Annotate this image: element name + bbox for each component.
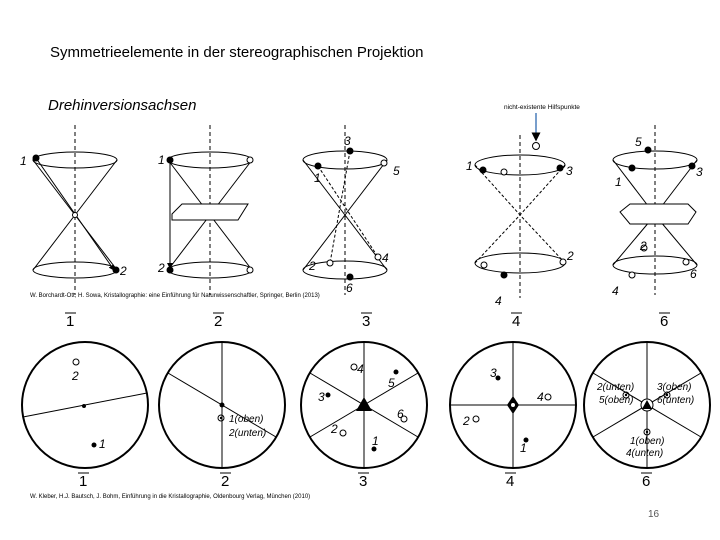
helper-points-label: nicht-existente Hilfspunkte	[504, 104, 580, 111]
cone4-label-3: 3	[566, 164, 573, 178]
cone-figure-2	[157, 125, 253, 295]
symbol-top-4: 4	[512, 313, 521, 330]
symbol-top-3: 3	[362, 313, 371, 330]
symbol-top-6: 6	[660, 313, 669, 330]
proj6-label-1: 1(oben)	[630, 436, 665, 447]
cone4-label-4: 4	[495, 294, 502, 308]
projection-4	[450, 342, 576, 468]
proj3-label-5: 5	[388, 376, 395, 390]
cone2-label-1: 1	[158, 153, 165, 167]
cone5-label-2: 2	[640, 239, 647, 253]
slide-title: Symmetrieelemente in der stereographischen Projektion	[50, 44, 424, 61]
proj6-label-5: 5(oben)	[599, 395, 634, 406]
cone5-label-6: 6	[690, 267, 697, 281]
symbol-bottom-6: 6	[642, 473, 651, 490]
proj6-label-3: 3(oben)	[657, 382, 692, 393]
symbol-labels-top	[65, 313, 670, 330]
projection-1	[22, 342, 148, 468]
cone-figure-3	[303, 125, 400, 295]
proj4-label-3: 3	[490, 366, 497, 380]
projection-2	[159, 342, 285, 468]
cone5-label-3: 3	[696, 165, 703, 179]
cone3-label-5: 5	[393, 164, 400, 178]
proj4-label-4: 4	[537, 390, 544, 404]
cone-figure-5	[612, 125, 703, 298]
proj2-label-1: 1(oben)	[229, 414, 264, 425]
projection-3	[301, 342, 427, 468]
cone2-label-2: 2	[158, 261, 165, 275]
cone3-label-4: 4	[382, 251, 389, 265]
proj3-label-6: 6	[397, 407, 404, 421]
slide-subtitle: Drehinversionsachsen	[48, 97, 197, 114]
proj6-label-2: 2(unten)	[597, 382, 635, 393]
symbol-bottom-1: 1	[79, 473, 88, 490]
proj4-label-1: 1	[520, 441, 527, 455]
cone5-label-1: 1	[615, 175, 622, 189]
symbol-bottom-2: 2	[221, 473, 230, 490]
cone3-label-2: 2	[309, 259, 316, 273]
cone-figure-4	[466, 135, 574, 308]
symbol-bottom-4: 4	[506, 473, 515, 490]
symbol-top-1: 1	[66, 313, 75, 330]
proj4-label-2: 2	[463, 414, 470, 428]
cone4-label-1: 1	[466, 159, 473, 173]
proj3-label-3: 3	[318, 390, 325, 404]
proj3-label-4: 4	[357, 362, 364, 376]
cone3-label-1: 1	[314, 171, 321, 185]
cone5-label-5: 5	[635, 135, 642, 149]
cone1-label-1: 1	[20, 154, 27, 168]
proj1-label-2: 2	[72, 369, 79, 383]
proj6-label-6: 6(unten)	[657, 395, 695, 406]
symbol-bottom-3: 3	[359, 473, 368, 490]
proj3-label-1: 1	[372, 434, 379, 448]
cone1-label-2: 2	[120, 264, 127, 278]
cone3-label-6: 6	[346, 281, 353, 295]
citation-bottom: W. Kleber, H.J. Bautsch, J. Bohm, Einführung in die Kristallographie, Oldenbourg Verlag, München (2010)	[30, 494, 311, 500]
proj1-label-1: 1	[99, 437, 106, 451]
cone5-label-4: 4	[612, 284, 619, 298]
proj6-label-4: 4(unten)	[626, 448, 664, 459]
proj3-label-2: 2	[331, 422, 338, 436]
cone-figure-1	[20, 125, 127, 295]
page-number: 16	[648, 509, 660, 520]
cone3-label-3: 3	[344, 134, 351, 148]
citation-top: W. Borchardt-Ott, H. Sowa, Kristallographie: eine Einführung für Naturwissenschaftler, Springer, Berlin (2013)	[30, 293, 320, 299]
cone4-label-2: 2	[567, 249, 574, 263]
symbol-top-2: 2	[214, 313, 223, 330]
projection-6	[584, 342, 710, 468]
proj2-label-2: 2(unten)	[229, 428, 267, 439]
symbol-labels-bottom	[78, 473, 652, 490]
